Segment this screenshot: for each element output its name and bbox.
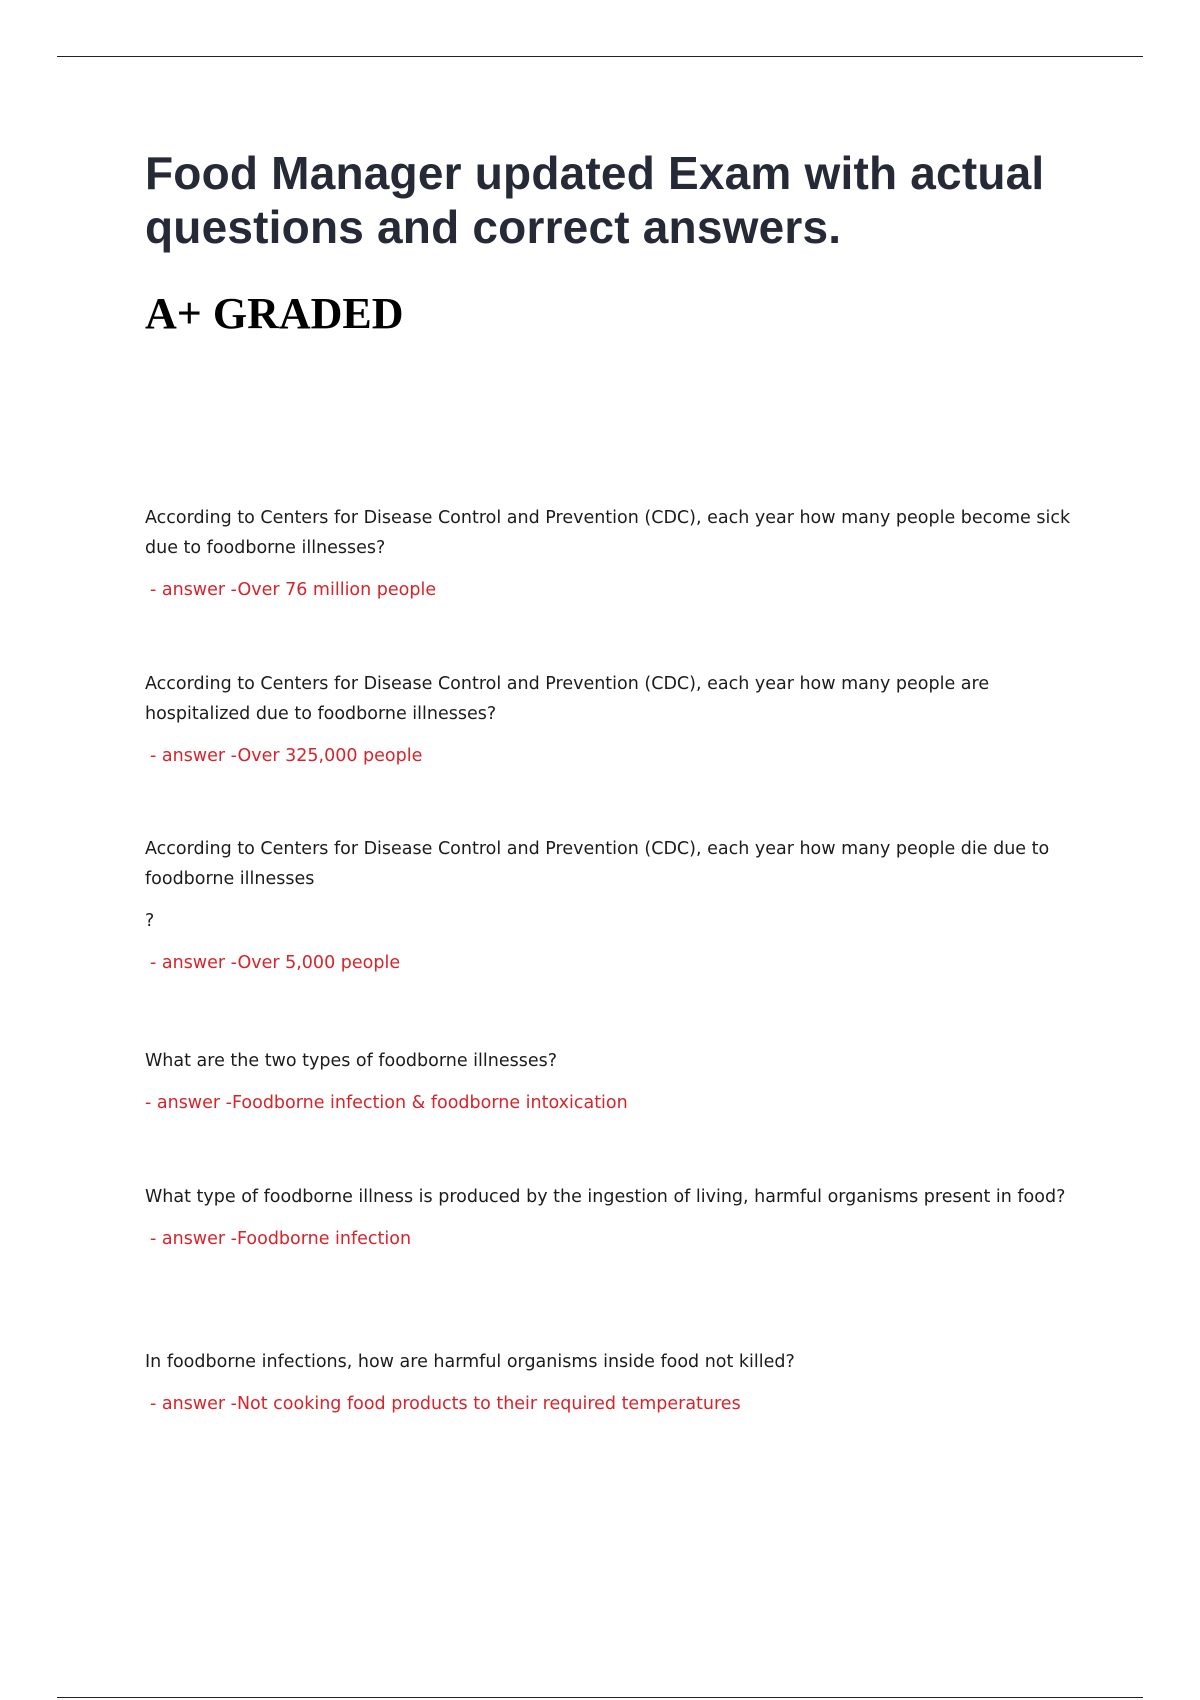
answer-text: - answer -Over 76 million people [150, 580, 437, 600]
document-title: Food Manager updated Exam with actual questions and correct answers. [145, 147, 1045, 253]
question-text: According to Centers for Disease Control and Prevention (CDC), each year how many people become sick due to foodborne illnesses? [145, 508, 1071, 558]
qa-item [145, 1347, 1080, 1419]
question-continuation: ? [145, 911, 155, 931]
header-rule [57, 56, 1143, 57]
answer-text: - answer -Not cooking food products to their required temperatures [150, 1394, 741, 1414]
qa-item [145, 1046, 1080, 1118]
question-text: What type of foodborne illness is produced by the ingestion of living, harmful organisms present in food? [145, 1187, 1066, 1207]
answer-text: - answer -Over 5,000 people [150, 953, 401, 973]
footer-rule [57, 1697, 1143, 1698]
answer-text: - answer -Foodborne infection & foodborne intoxication [145, 1093, 628, 1113]
question-text: What are the two types of foodborne illnesses? [145, 1051, 557, 1071]
answer-text: - answer -Foodborne infection [150, 1229, 412, 1249]
grade-label: A+ GRADED [145, 289, 404, 338]
qa-item [145, 503, 1080, 605]
question-text: In foodborne infections, how are harmful organisms inside food not killed? [145, 1352, 795, 1372]
qa-item [145, 669, 1080, 771]
qa-item [145, 1182, 1080, 1254]
question-text: According to Centers for Disease Control and Prevention (CDC), each year how many people die due to foodborne illnesses [145, 839, 1050, 889]
answer-text: - answer -Over 325,000 people [150, 746, 423, 766]
question-text: According to Centers for Disease Control and Prevention (CDC), each year how many people are hospitalized due to foodborne illnesses? [145, 674, 990, 724]
qa-item [145, 834, 1080, 978]
